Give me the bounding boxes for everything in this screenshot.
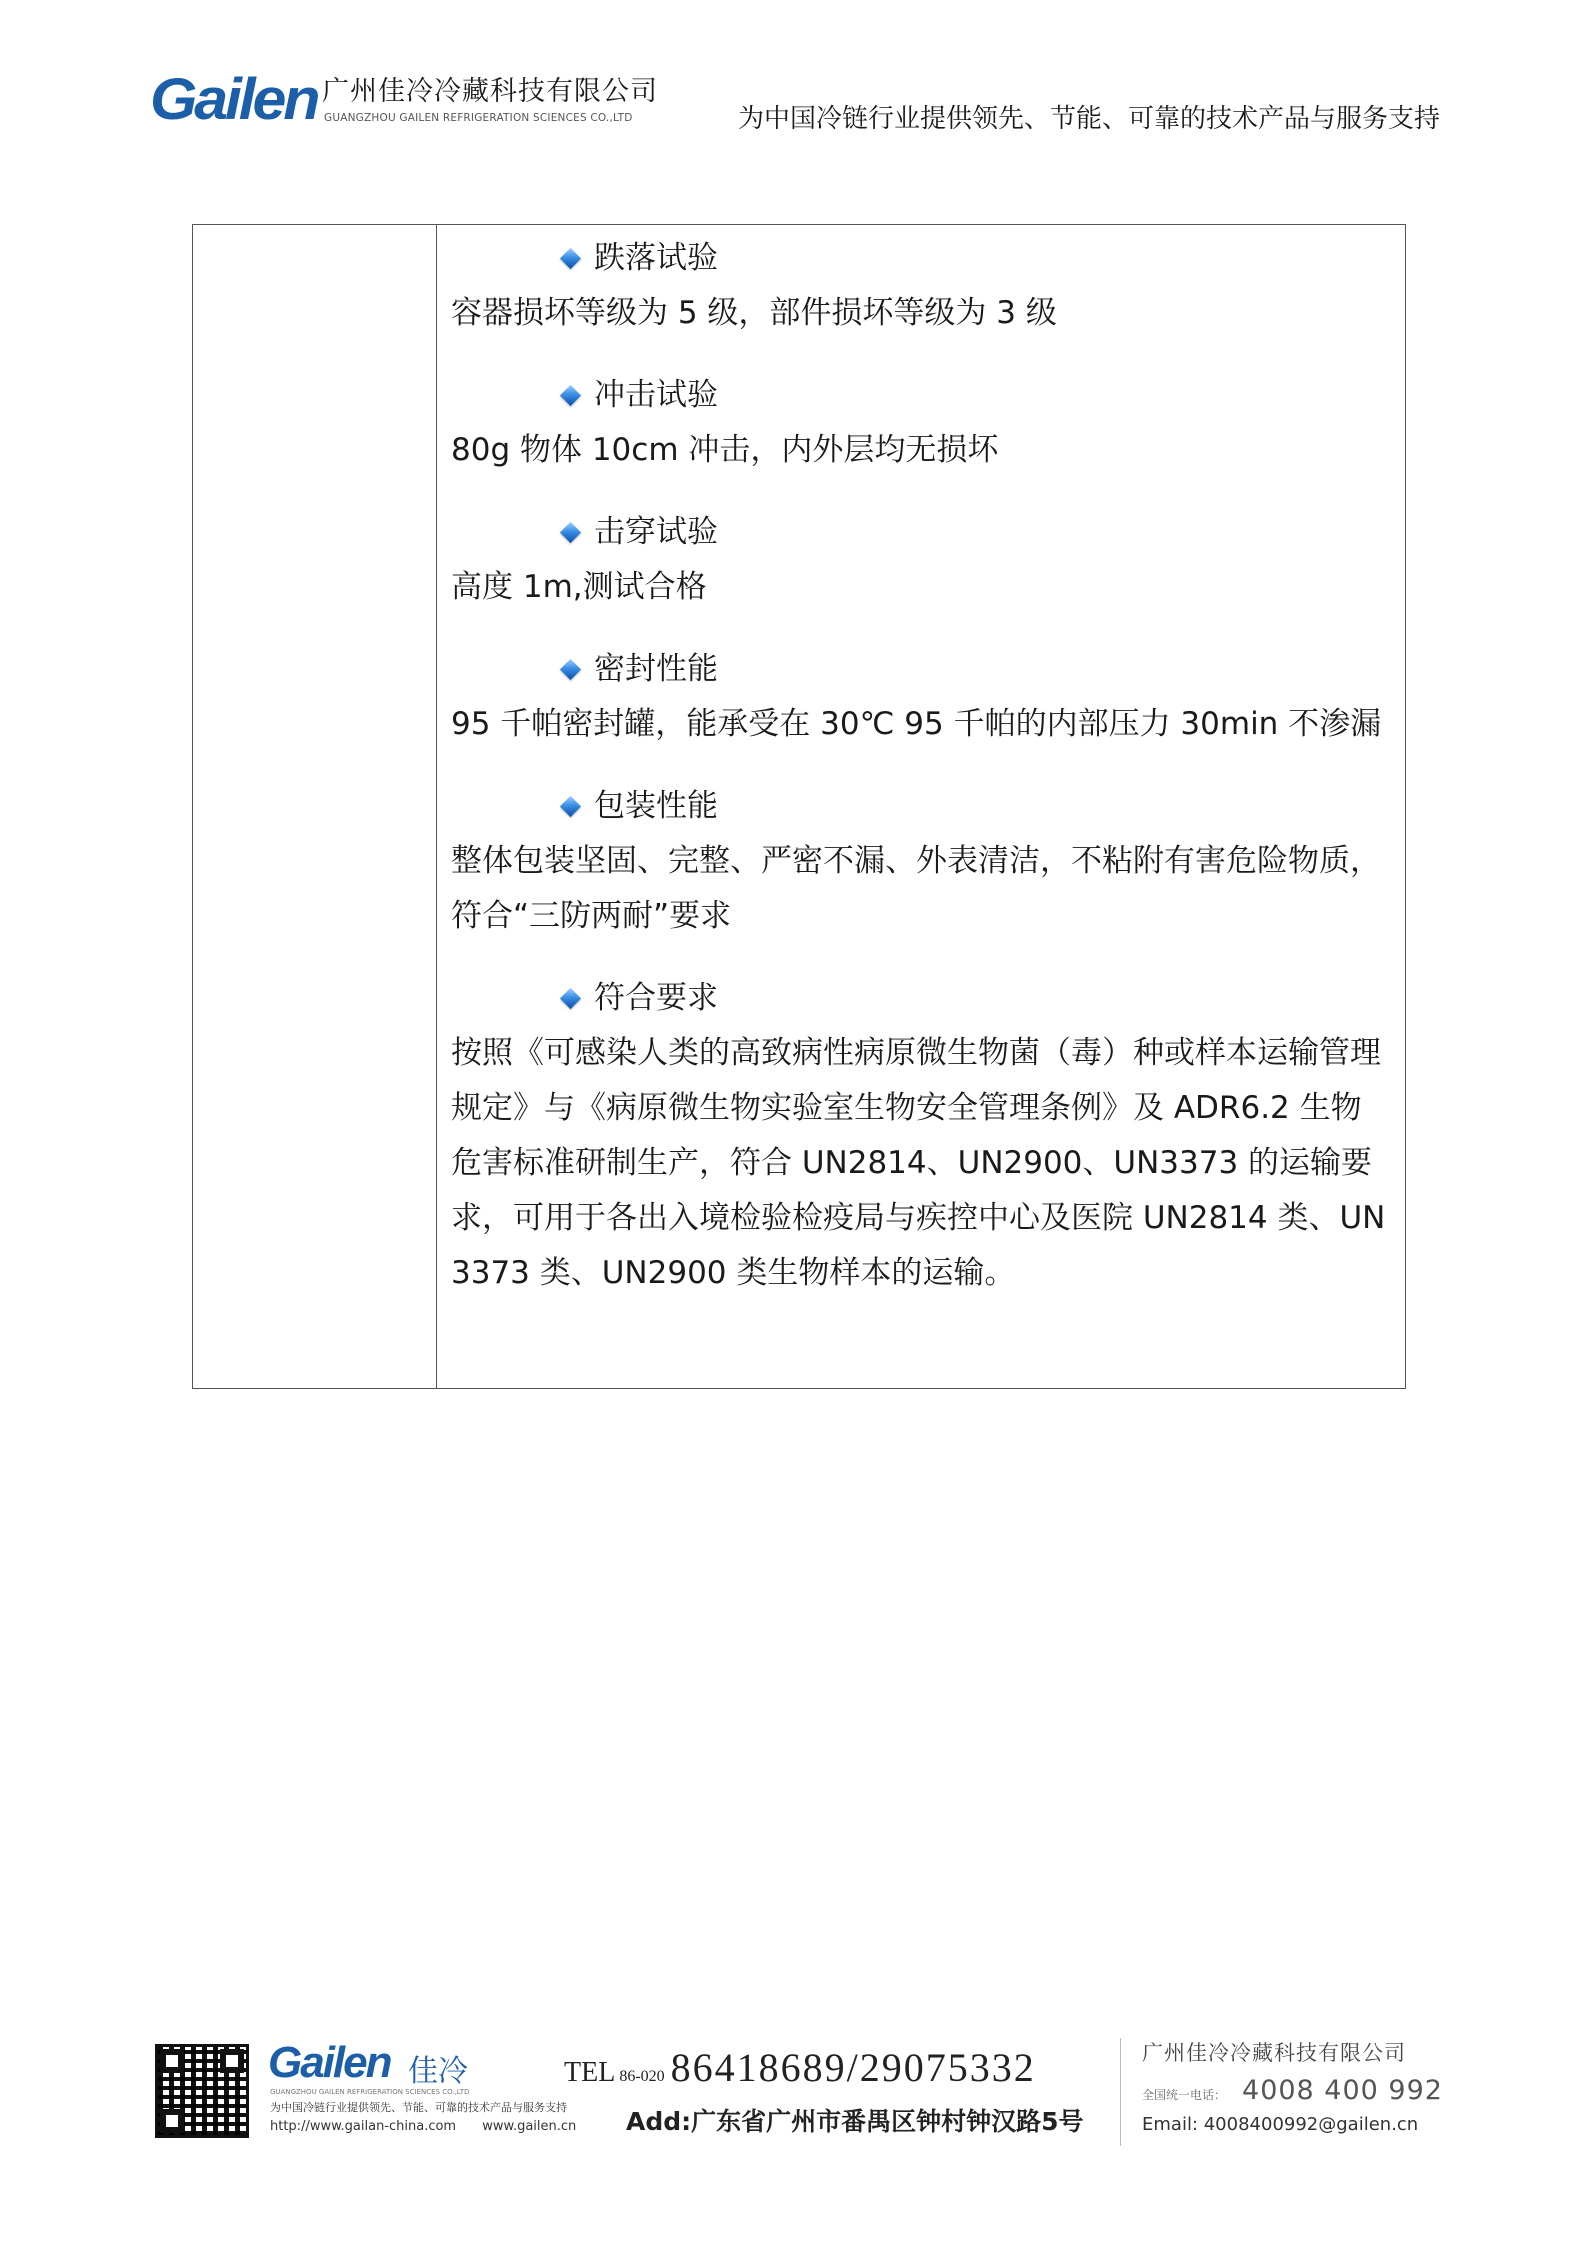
contact-block (1142, 2038, 1442, 2135)
spec-section-puncture-test (451, 505, 1391, 615)
hotline-number: 4008 400 992 (1242, 2075, 1443, 2106)
spec-section-impact-test (451, 368, 1391, 478)
tel-label: TEL (564, 2057, 616, 2088)
footer-logo-cn: 佳冷 (408, 2054, 468, 2089)
footer-company-en: GUANGZHOU GAILEN REFRIGERATION SCIENCES CO.,LTD (270, 2088, 470, 2096)
section-body: 按照《可感染人类的高致病性病原微生物菌（毒）种或样本运输管理规定》与《病原微生物实验室生物安全管理条例》及 ADR6.2 生物危害标准研制生产，符合 UN2814、UN2900、UN3373 的运输要求，可用于各出入境检验检疫局与疾控中心及医院 UN2814 类、UN3373 类、UN2900 类生物样本的运输。 (451, 1035, 1386, 1291)
spec-section-sealing (451, 642, 1391, 752)
telephone-line (564, 2044, 1036, 2091)
section-title (451, 231, 1391, 286)
diamond-bullet-icon (560, 988, 581, 1009)
spec-section-packaging (451, 779, 1391, 944)
company-name-en: GUANGZHOU GAILEN REFRIGERATION SCIENCES CO.,LTD (324, 112, 633, 124)
diamond-bullet-icon (560, 248, 581, 269)
section-title (451, 779, 1391, 834)
gailen-logo: Gailen (150, 67, 318, 132)
section-body: 80g 物体 10cm 冲击，内外层均无损坏 (451, 432, 999, 468)
page-header (150, 68, 1440, 138)
footer-divider (1120, 2038, 1121, 2146)
footer-slogan: 为中国冷链行业提供领先、节能、可靠的技术产品与服务支持 (270, 2101, 567, 2114)
diamond-bullet-icon (560, 659, 581, 680)
contact-company-cn: 广州佳冷冷藏科技有限公司 (1142, 2041, 1406, 2065)
section-title (451, 505, 1391, 560)
section-title-text: 包装性能 (594, 788, 718, 824)
page-footer (150, 2038, 1443, 2148)
qr-finder (160, 2049, 184, 2073)
qr-code-icon (155, 2044, 249, 2138)
spec-table (192, 224, 1406, 1389)
tel-area-code: 86-020 (619, 2068, 665, 2085)
hotline (1142, 2074, 1442, 2112)
section-body: 高度 1m,测试合格 (451, 569, 707, 605)
section-title (451, 971, 1391, 1026)
contact-email[interactable]: Email: 4008400992@gailen.cn (1142, 2114, 1419, 2135)
section-title (451, 368, 1391, 423)
website-link-1[interactable]: http://www.gailan-china.com (270, 2119, 457, 2134)
section-body: 整体包装坚固、完整、严密不漏、外表清洁，不粘附有害危险物质，符合“三防两耐”要求 (451, 843, 1381, 934)
footer-urls (270, 2119, 598, 2134)
diamond-bullet-icon (560, 385, 581, 406)
footer-gailen-logo: Gailen (268, 2038, 391, 2087)
tel-numbers: 86418689/29075332 (670, 2045, 1036, 2090)
header-slogan: 为中国冷链行业提供领先、节能、可靠的技术产品与服务支持 (737, 104, 1440, 134)
section-title-text: 符合要求 (594, 980, 718, 1016)
diamond-bullet-icon (560, 796, 581, 817)
hotline-label: 全国统一电话： (1142, 2088, 1227, 2102)
section-title (451, 642, 1391, 697)
spec-section-compliance (451, 971, 1391, 1301)
diamond-bullet-icon (560, 522, 581, 543)
section-title-text: 密封性能 (594, 651, 718, 687)
website-link-2[interactable]: www.gailen.cn (482, 2119, 577, 2134)
table-column-divider (436, 225, 437, 1388)
section-title-text: 冲击试验 (594, 377, 718, 413)
qr-finder (220, 2049, 244, 2073)
spec-section-drop-test (451, 231, 1391, 341)
section-title-text: 跌落试验 (594, 240, 718, 276)
qr-finder (160, 2109, 184, 2133)
company-name-cn: 广州佳冷冷藏科技有限公司 (322, 76, 658, 107)
section-title-text: 击穿试验 (594, 514, 718, 550)
section-body: 容器损坏等级为 5 级，部件损坏等级为 3 级 (451, 295, 1057, 331)
section-body: 95 千帕密封罐，能承受在 30℃ 95 千帕的内部压力 30min 不渗漏 (451, 706, 1382, 742)
address: Add:广东省广州市番禺区钟村钟汉路5号 (626, 2107, 1084, 2136)
spec-content (451, 231, 1391, 1328)
